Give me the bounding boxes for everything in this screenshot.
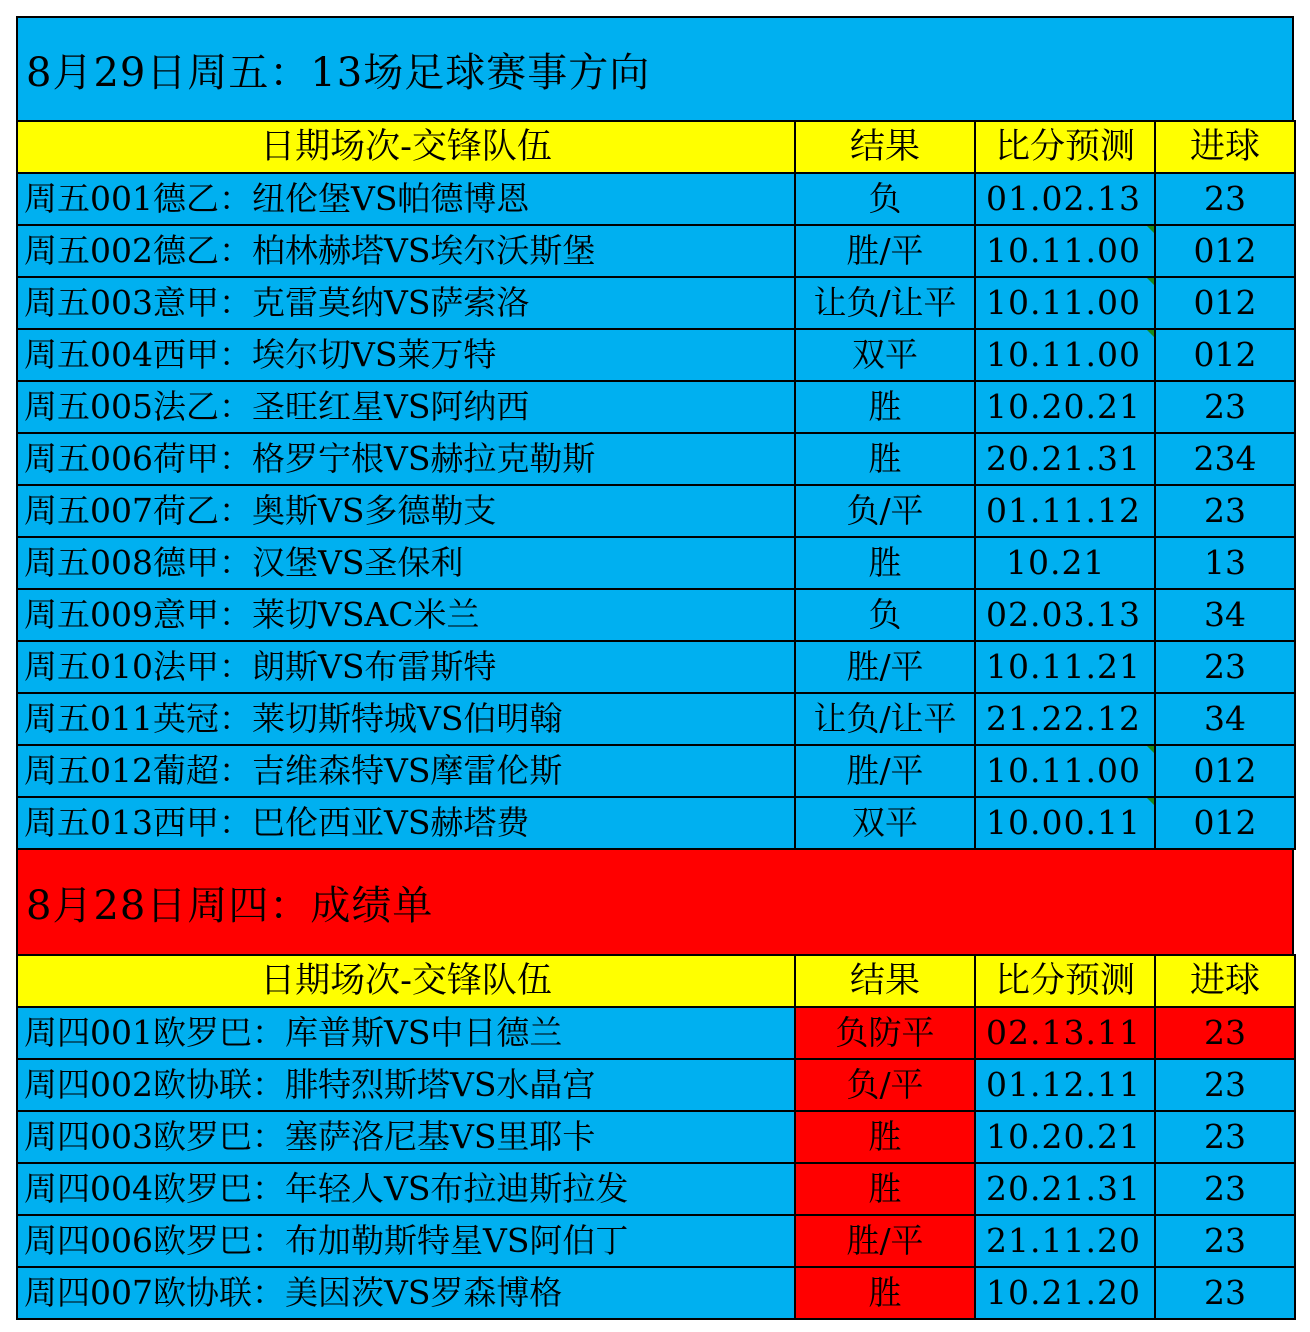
match-cell: 周五009意甲：莱切VSAC米兰 bbox=[17, 589, 795, 641]
goals-cell: 23 bbox=[1155, 1267, 1295, 1319]
score-cell: 10.21.20 bbox=[975, 1267, 1155, 1319]
match-cell: 周五013西甲：巴伦西亚VS赫塔费 bbox=[17, 797, 795, 849]
match-cell: 周五010法甲：朗斯VS布雷斯特 bbox=[17, 641, 795, 693]
score-cell: 21.11.20 bbox=[975, 1215, 1155, 1267]
table-row bbox=[17, 277, 1295, 329]
result-cell: 胜/平 bbox=[795, 641, 975, 693]
result-cell: 胜/平 bbox=[795, 225, 975, 277]
goals-cell: 34 bbox=[1155, 693, 1295, 745]
score-text: 10.11.00 bbox=[986, 231, 1141, 270]
result-cell: 胜/平 bbox=[795, 1215, 975, 1267]
score-cell: 21.22.12 bbox=[975, 693, 1155, 745]
match-cell: 周四004欧罗巴：年轻人VS布拉迪斯拉发 bbox=[17, 1163, 795, 1215]
goals-cell: 23 bbox=[1155, 1059, 1295, 1111]
score-text: 10.11.00 bbox=[986, 335, 1141, 374]
comment-flag-icon bbox=[1147, 278, 1154, 285]
table-row bbox=[17, 1267, 1295, 1319]
match-cell: 周五004西甲：埃尔切VS莱万特 bbox=[17, 329, 795, 381]
result-cell: 胜 bbox=[795, 1163, 975, 1215]
score-cell: 10.20.21 bbox=[975, 1111, 1155, 1163]
header-result: 结果 bbox=[795, 121, 975, 173]
result-cell: 胜 bbox=[795, 1267, 975, 1319]
result-cell: 负防平 bbox=[795, 1007, 975, 1059]
result-cell: 胜 bbox=[795, 433, 975, 485]
score-cell: 20.21.31 bbox=[975, 433, 1155, 485]
goals-cell: 23 bbox=[1155, 173, 1295, 225]
comment-flag-icon bbox=[1147, 746, 1154, 753]
goals-cell: 012 bbox=[1155, 745, 1295, 797]
score-cell: 10.21 bbox=[975, 537, 1155, 589]
table-row bbox=[17, 1163, 1295, 1215]
score-cell: 02.03.13 bbox=[975, 589, 1155, 641]
table-row bbox=[17, 485, 1295, 537]
score-cell: 01.02.13 bbox=[975, 173, 1155, 225]
table-row bbox=[17, 537, 1295, 589]
match-cell: 周五002德乙：柏林赫塔VS埃尔沃斯堡 bbox=[17, 225, 795, 277]
section2-title: 8月28日周四：成绩单 bbox=[16, 850, 1294, 954]
header-goals: 进球 bbox=[1155, 121, 1295, 173]
goals-cell: 23 bbox=[1155, 1111, 1295, 1163]
match-cell: 周五001德乙：纽伦堡VS帕德博恩 bbox=[17, 173, 795, 225]
table-row bbox=[17, 589, 1295, 641]
result-cell: 负 bbox=[795, 589, 975, 641]
table-row bbox=[17, 225, 1295, 277]
goals-cell: 23 bbox=[1155, 641, 1295, 693]
section1-title: 8月29日周五：13场足球赛事方向 bbox=[16, 16, 1294, 120]
score-cell bbox=[975, 225, 1155, 277]
match-cell: 周五011英冠：莱切斯特城VS伯明翰 bbox=[17, 693, 795, 745]
section1-header-row bbox=[17, 121, 1295, 173]
goals-cell: 234 bbox=[1155, 433, 1295, 485]
section1-table bbox=[16, 120, 1296, 850]
table-row bbox=[17, 433, 1295, 485]
match-cell: 周五006荷甲：格罗宁根VS赫拉克勒斯 bbox=[17, 433, 795, 485]
goals-cell: 012 bbox=[1155, 277, 1295, 329]
comment-flag-icon bbox=[1147, 226, 1154, 233]
match-cell: 周四001欧罗巴：库普斯VS中日德兰 bbox=[17, 1007, 795, 1059]
table-row bbox=[17, 1007, 1295, 1059]
match-cell: 周五003意甲：克雷莫纳VS萨索洛 bbox=[17, 277, 795, 329]
match-cell: 周四003欧罗巴：塞萨洛尼基VS里耶卡 bbox=[17, 1111, 795, 1163]
score-cell: 10.11.21 bbox=[975, 641, 1155, 693]
match-cell: 周五005法乙：圣旺红星VS阿纳西 bbox=[17, 381, 795, 433]
score-cell: 10.20.21 bbox=[975, 381, 1155, 433]
score-cell bbox=[975, 797, 1155, 849]
table-row bbox=[17, 381, 1295, 433]
match-cell: 周四007欧协联：美因茨VS罗森博格 bbox=[17, 1267, 795, 1319]
prediction-sheet bbox=[16, 16, 1294, 1320]
comment-flag-icon bbox=[1147, 798, 1154, 805]
table-row bbox=[17, 329, 1295, 381]
result-cell: 让负/让平 bbox=[795, 693, 975, 745]
table-row bbox=[17, 1215, 1295, 1267]
match-cell: 周四002欧协联：腓特烈斯塔VS水晶宫 bbox=[17, 1059, 795, 1111]
result-cell: 胜/平 bbox=[795, 745, 975, 797]
match-cell: 周五007荷乙：奥斯VS多德勒支 bbox=[17, 485, 795, 537]
result-cell: 负/平 bbox=[795, 1059, 975, 1111]
goals-cell: 34 bbox=[1155, 589, 1295, 641]
result-cell: 双平 bbox=[795, 329, 975, 381]
header-result: 结果 bbox=[795, 955, 975, 1007]
table-row bbox=[17, 173, 1295, 225]
match-cell: 周五008德甲：汉堡VS圣保利 bbox=[17, 537, 795, 589]
score-cell bbox=[975, 745, 1155, 797]
table-row bbox=[17, 1111, 1295, 1163]
score-cell bbox=[975, 329, 1155, 381]
header-score: 比分预测 bbox=[975, 121, 1155, 173]
result-cell: 双平 bbox=[795, 797, 975, 849]
goals-cell: 23 bbox=[1155, 381, 1295, 433]
result-cell: 负/平 bbox=[795, 485, 975, 537]
score-cell: 01.11.12 bbox=[975, 485, 1155, 537]
score-cell: 02.13.11 bbox=[975, 1007, 1155, 1059]
score-text: 10.11.00 bbox=[986, 283, 1141, 322]
goals-cell: 23 bbox=[1155, 1007, 1295, 1059]
table-row bbox=[17, 745, 1295, 797]
table-row bbox=[17, 797, 1295, 849]
result-cell: 胜 bbox=[795, 537, 975, 589]
section2-table bbox=[16, 954, 1296, 1320]
comment-flag-icon bbox=[1147, 330, 1154, 337]
header-match: 日期场次-交锋队伍 bbox=[17, 955, 795, 1007]
goals-cell: 012 bbox=[1155, 225, 1295, 277]
table-row bbox=[17, 693, 1295, 745]
score-text: 10.00.11 bbox=[986, 803, 1141, 842]
section2-header-row bbox=[17, 955, 1295, 1007]
score-cell: 01.12.11 bbox=[975, 1059, 1155, 1111]
result-cell: 负 bbox=[795, 173, 975, 225]
score-text: 10.11.00 bbox=[986, 751, 1141, 790]
goals-cell: 012 bbox=[1155, 329, 1295, 381]
header-goals: 进球 bbox=[1155, 955, 1295, 1007]
table-row bbox=[17, 641, 1295, 693]
score-cell bbox=[975, 277, 1155, 329]
match-cell: 周四006欧罗巴：布加勒斯特星VS阿伯丁 bbox=[17, 1215, 795, 1267]
goals-cell: 13 bbox=[1155, 537, 1295, 589]
match-cell: 周五012葡超：吉维森特VS摩雷伦斯 bbox=[17, 745, 795, 797]
goals-cell: 23 bbox=[1155, 485, 1295, 537]
result-cell: 胜 bbox=[795, 381, 975, 433]
table-row bbox=[17, 1059, 1295, 1111]
header-match: 日期场次-交锋队伍 bbox=[17, 121, 795, 173]
score-cell: 20.21.31 bbox=[975, 1163, 1155, 1215]
goals-cell: 23 bbox=[1155, 1215, 1295, 1267]
result-cell: 让负/让平 bbox=[795, 277, 975, 329]
header-score: 比分预测 bbox=[975, 955, 1155, 1007]
goals-cell: 23 bbox=[1155, 1163, 1295, 1215]
goals-cell: 012 bbox=[1155, 797, 1295, 849]
result-cell: 胜 bbox=[795, 1111, 975, 1163]
